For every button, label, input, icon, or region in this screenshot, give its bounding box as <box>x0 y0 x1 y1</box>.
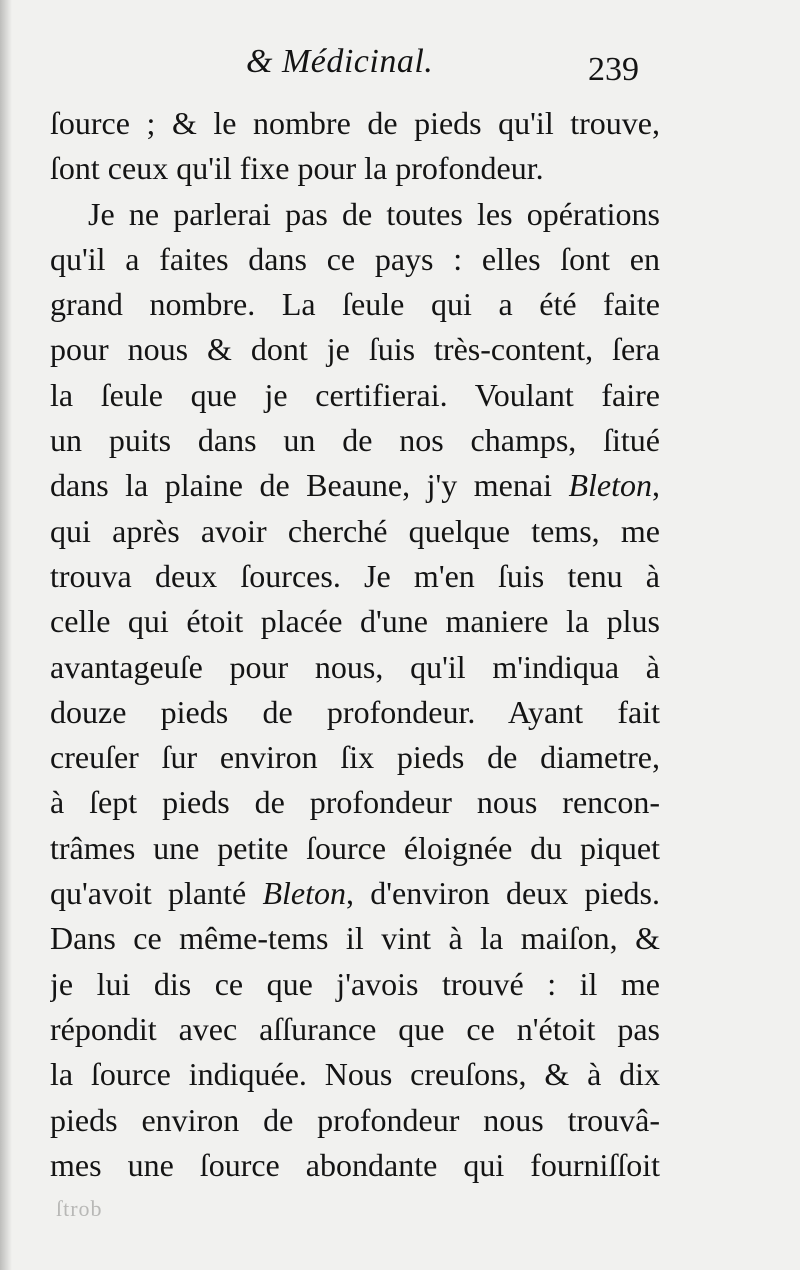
name-bleton: Bleton <box>262 875 346 912</box>
text-line: qu'avoit planté Bleton, d'environ deux pieds. <box>50 875 660 912</box>
text-line: répondit avec aſſurance que ce n'étoit pas <box>50 1010 660 1047</box>
text-line: mes une ſource abondante qui fourniſſoit <box>50 1146 660 1183</box>
paragraph-start-line: Je ne parlerai pas de toutes les opérations <box>88 195 660 232</box>
text-line: je lui dis ce que j'avois trouvé : il me <box>50 965 660 1002</box>
text-line: à ſept pieds de profondeur nous rencon- <box>50 784 660 821</box>
name-bleton: Bleton <box>568 467 652 504</box>
text-line: avantageuſe pour nous, qu'il m'indiqua à <box>50 648 660 685</box>
body-text <box>50 101 660 1188</box>
text-line: la ſeule que je certifierai. Voulant faire <box>50 376 660 413</box>
text-line: ſont ceux qu'il fixe pour la profondeur. <box>50 150 544 187</box>
text-line: trouva deux ſources. Je m'en ſuis tenu à <box>50 557 660 594</box>
text-line: la ſource indiquée. Nous creuſons, & à dix <box>50 1056 660 1093</box>
text-line: grand nombre. La ſeule qui a été faite <box>50 286 660 323</box>
text-line: dans la plaine de Beaune, j'y menai Bleton, <box>50 467 660 504</box>
text-line: creuſer ſur environ ſix pieds de diametre, <box>50 739 660 776</box>
text-line: pour nous & dont je ſuis très-content, ſera <box>50 331 660 368</box>
text-line: un puits dans un de nos champs, ſitué <box>50 422 660 459</box>
page-number: 239 <box>588 51 639 88</box>
text-line: trâmes une petite ſource éloignée du piquet <box>50 829 660 866</box>
text-line: douze pieds de profondeur. Ayant fait <box>50 693 660 730</box>
text-line: pieds environ de profondeur nous trouvâ- <box>50 1101 660 1138</box>
catchword: ſtrob <box>56 1196 103 1221</box>
text-line: ſource ; & le nombre de pieds qu'il trouve, <box>50 105 660 141</box>
text-line: qu'il a faites dans ce pays : elles ſont en <box>50 240 660 277</box>
page-gutter-shadow <box>0 0 12 1270</box>
running-title: & Médicinal. <box>246 43 434 80</box>
text-line: qui après avoir cherché quelque tems, me <box>50 512 660 549</box>
text-line: Dans ce même-tems il vint à la maiſon, & <box>50 920 660 957</box>
text-line: celle qui étoit placée d'une maniere la plus <box>50 603 660 640</box>
running-head <box>0 40 800 100</box>
